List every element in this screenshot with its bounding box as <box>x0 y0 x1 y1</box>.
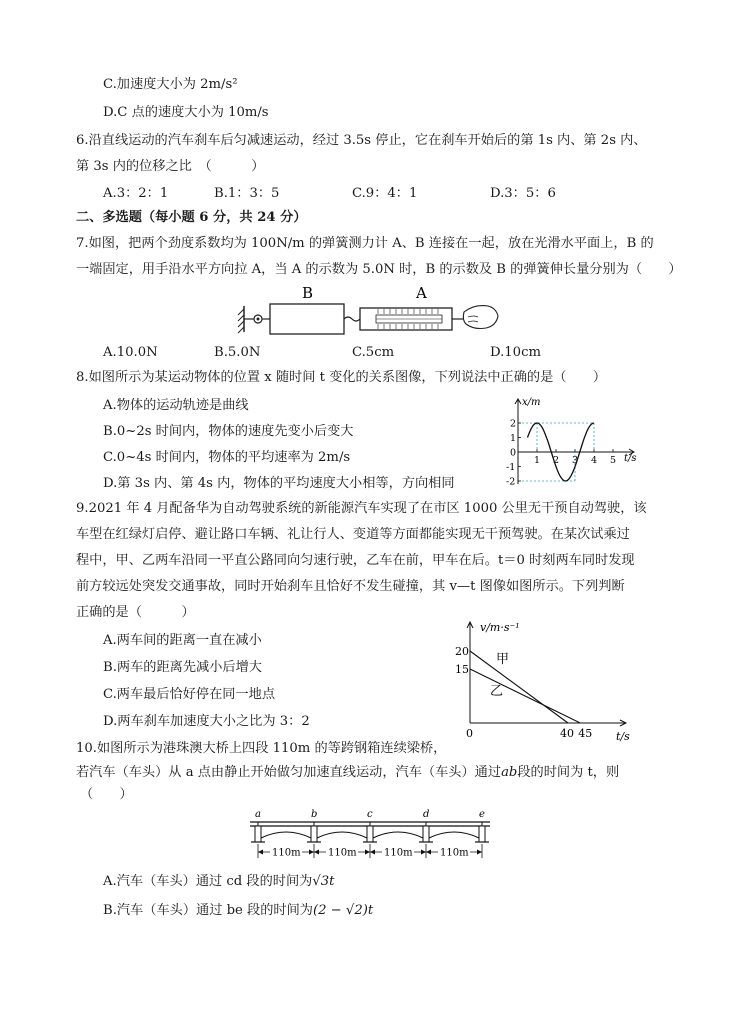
q10-stem-line1: 10.如图所示为港珠澳大桥上四段 110m 的等跨钢箱连续梁桥， <box>76 741 447 756</box>
bridge-pier <box>255 826 261 842</box>
q6-option-a: A.3：2：1 <box>103 186 169 201</box>
bridge-arch <box>261 832 311 838</box>
wall-hatching <box>238 309 244 333</box>
bridge-pier <box>423 826 429 842</box>
q8-option-c: C.0~4s 时间内，物体的平均速率为 2m/s <box>103 450 351 465</box>
q9-stem-line2: 车型在红绿灯启停、避让路口车辆、礼让行人、变道等方面都能实现无干预驾驶。在某次试乘过 <box>76 527 630 542</box>
vt-series-label-jia: 甲 <box>496 652 510 667</box>
q10-option-b-text: B.汽车（车头）通过 be 段的时间为 <box>103 903 313 918</box>
q6-option-c: C.9：4：1 <box>352 186 418 201</box>
bridge-point-label: d <box>423 809 430 820</box>
bridge-arch <box>317 832 367 838</box>
bridge-span-label: 110m <box>384 847 413 859</box>
q9-option-c: C.两车最后恰好停在同一地点 <box>103 687 276 702</box>
q10-option-b-math: (2 − √2)t <box>312 903 374 918</box>
xt-x-tick-label: 3 <box>572 455 579 466</box>
q10-stem-line2-part2: 段的时间为 t，则 <box>517 765 620 780</box>
q6-option-b: B.1：3：5 <box>214 186 280 201</box>
q10-bridge-figure <box>240 808 502 868</box>
vt-y-tick-label: 15 <box>455 663 469 676</box>
bridge-dim-arrow <box>370 850 375 855</box>
section-title-multiple-choice: 二、多选题（每小题 6 分，共 24 分） <box>76 210 307 225</box>
bridge-point-label: b <box>311 809 318 820</box>
bridge-pier <box>367 826 373 842</box>
bridge-dim-arrow <box>309 850 314 855</box>
q5-option-d: D.C 点的速度大小为 10m/s <box>103 105 269 120</box>
q7-stem-line2: 一端固定，用手沿水平方向拉 A，当 A 的示数为 5.0N 时，B 的示数及 B 的弹簧伸长量分别为（ ） <box>76 262 682 277</box>
bridge-dim-arrow <box>365 850 370 855</box>
connector-hook <box>344 317 360 321</box>
q7-option-b: B.5.0N <box>214 345 261 360</box>
q6-option-d: D.3：5：6 <box>490 186 556 201</box>
q10-option-a <box>103 873 334 891</box>
xt-y-tick-label: 0 <box>510 447 517 459</box>
q7-option-d: D.10cm <box>490 345 541 360</box>
xt-y-tick-label: 1 <box>510 433 517 444</box>
bridge-pier <box>479 826 485 842</box>
vt-x-tick-label: 45 <box>578 727 593 740</box>
bridge-arch <box>373 832 423 838</box>
q10-stem-line2 <box>76 764 619 782</box>
q8-option-a: A.物体的运动轨迹是曲线 <box>103 398 249 413</box>
q10-stem-line3: （ ） <box>80 787 133 802</box>
q9-option-a: A.两车间的距离一直在减小 <box>103 633 262 648</box>
vt-y-tick-label: 20 <box>455 645 469 658</box>
q9-stem-line5: 正确的是（ ） <box>76 605 195 620</box>
bridge-point-label: e <box>479 809 485 820</box>
vt-y-axis-label: v/m·s⁻¹ <box>480 621 520 634</box>
q7-spring-scale-figure <box>236 284 500 338</box>
q5-option-c: C.加速度大小为 2m/s² <box>103 77 238 92</box>
vt-x-tick-label: 40 <box>560 727 574 740</box>
xt-x-axis-label: t/s <box>624 453 637 464</box>
q10-segment-ab: ab <box>501 765 518 780</box>
q10-option-a-text: A.汽车（车头）通过 cd 段的时间为 <box>103 874 313 889</box>
q7-stem-line1: 7.如图，把两个劲度系数均为 100N/m 的弹簧测力计 A、B 连接在一起，放在光滑水平面上，B 的 <box>76 236 654 251</box>
q8-xt-chart <box>496 396 646 488</box>
q7-option-c: C.5cm <box>352 345 395 360</box>
vt-series-line-yi <box>470 669 580 723</box>
xt-y-tick-label: -2 <box>506 476 516 488</box>
q10-option-b <box>103 902 373 920</box>
xt-y-tick-label: -1 <box>506 462 516 473</box>
bridge-span-label: 110m <box>440 847 469 859</box>
vt-series-label-yi: 乙 <box>490 684 504 699</box>
bridge-dim-arrow <box>426 850 431 855</box>
bridge-dim-arrow <box>477 850 482 855</box>
bridge-point-label: a <box>255 809 261 820</box>
xt-x-tick-label: 4 <box>591 455 598 466</box>
xt-x-tick-label: 1 <box>534 455 541 466</box>
q8-option-b: B.0~2s 时间内，物体的速度先变小后变大 <box>103 424 354 439</box>
q9-stem-line3: 程中，甲、乙两车沿同一平直公路同向匀速行驶，乙车在前，甲车在后。t＝0 时刻两车同时发现 <box>76 553 635 568</box>
xt-y-tick-label: 2 <box>510 418 517 430</box>
q9-option-b: B.两车的距离先减小后增大 <box>103 660 262 675</box>
q9-stem-line4: 前方较远处突发交通事故，同时开始刹车且恰好不发生碰撞，其 v—t 图像如图所示。下列判断 <box>76 579 625 594</box>
q6-stem-line1: 6.沿直线运动的汽车刹车后匀减速运动，经过 3.5s 停止，它在刹车开始后的第 1s 内、第 2s 内、 <box>76 133 647 148</box>
xt-y-axis-label: x/m <box>522 397 541 408</box>
bridge-arch <box>429 832 479 838</box>
bridge-dim-arrow <box>314 850 319 855</box>
q10-stem-line2-part1: 若汽车（车头）从 a 点由静止开始做匀加速直线运动，汽车（车头）通过 <box>76 765 502 780</box>
bridge-span-label: 110m <box>272 847 301 859</box>
bridge-point-label: c <box>367 809 373 820</box>
q8-stem: 8.如图所示为某运动物体的位置 x 随时间 t 变化的关系图像，下列说法中正确的是（ ） <box>76 370 607 385</box>
xt-x-tick-label: 2 <box>553 455 560 466</box>
q9-stem-line1: 9.2021 年 4 月配备华为自动驾驶系统的新能源汽车实现了在市区 1000 公里无干预自动驾驶，该 <box>76 501 647 516</box>
q10-option-a-math: √3t <box>312 874 335 889</box>
xt-x-tick-label: 5 <box>610 455 617 466</box>
scale-b-body <box>270 304 344 334</box>
vt-series-line-jia <box>470 651 568 723</box>
scale-b-label: B <box>302 284 314 302</box>
q6-stem-line2: 第 3s 内的位移之比 （ ） <box>76 159 265 174</box>
q9-vt-chart <box>448 617 638 745</box>
bridge-span-label: 110m <box>328 847 357 859</box>
bridge-pier <box>311 826 317 842</box>
q7-option-a: A.10.0N <box>103 345 158 360</box>
scale-a-label: A <box>416 284 427 302</box>
vt-x-axis-label: t/s <box>616 730 630 743</box>
q9-option-d: D.两车刹车加速度大小之比为 3：2 <box>103 714 310 729</box>
vt-x-tick-label: 0 <box>466 727 473 740</box>
bridge-dim-arrow <box>258 850 263 855</box>
bridge-dim-arrow <box>421 850 426 855</box>
q8-option-d: D.第 3s 内、第 4s 内，物体的平均速度大小相等，方向相同 <box>103 476 455 491</box>
